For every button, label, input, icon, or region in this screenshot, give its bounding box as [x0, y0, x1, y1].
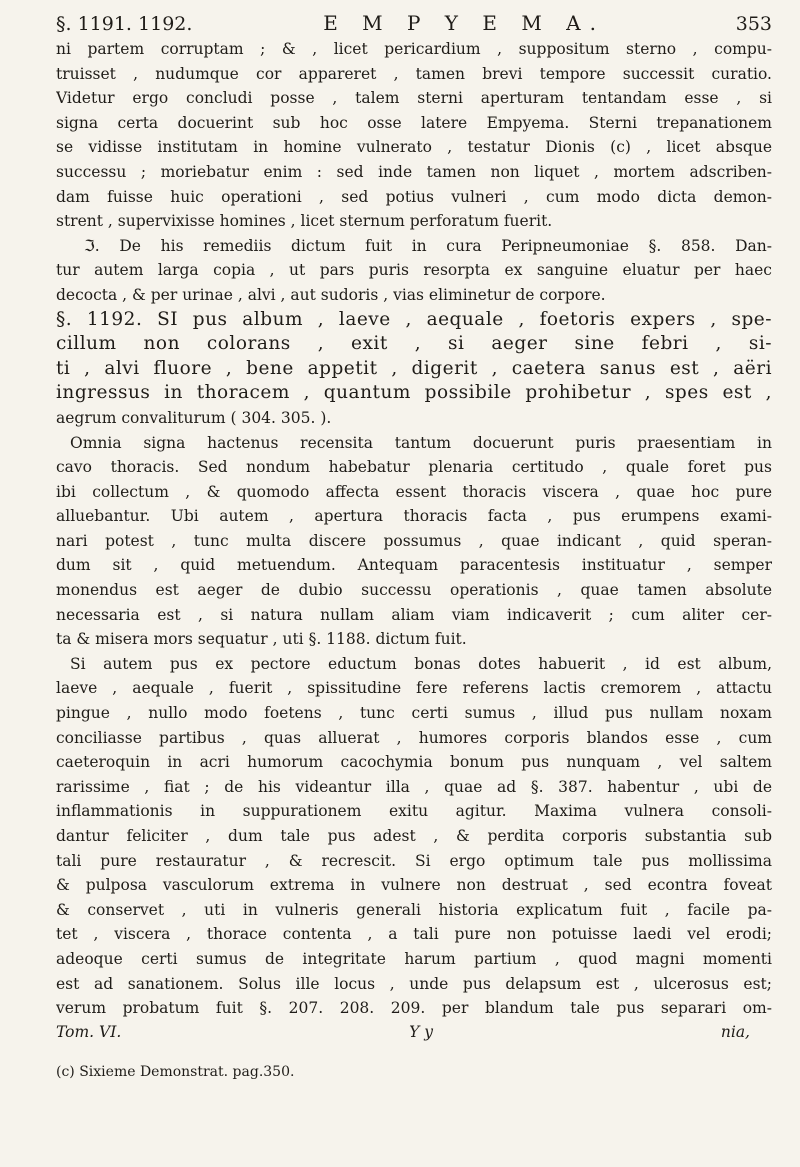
text-line: ℑ. De his remediis dictum fuit in cura Peripneumoniae §. 858. Dan-	[84, 236, 772, 255]
text-line: aegrum convaliturum ( 304. 305. ).	[56, 408, 332, 427]
text-line: dam fuisse huic operationi , sed potius vulneri , cum modo dicta demon-	[56, 187, 772, 206]
text-line: strent , supervixisse homines , licet sternum perforatum fuerit.	[56, 212, 553, 231]
page-number: 353	[735, 13, 772, 35]
text-line: adeoque certi sumus de integritate harum partium , quod magni momenti	[56, 949, 772, 968]
text-line: ta & misera mors sequatur , uti §. 1188. dictum fuit.	[56, 630, 467, 649]
header-section-ref: §. 1191. 1192.	[56, 13, 193, 35]
text-line: inflammationis in suppurationem exitu agitur. Maxima vulnera consoli-	[56, 802, 772, 821]
text-line: rarissime , fiat ; de his videantur illa , quae ad §. 387. habentur , ubi de	[56, 777, 772, 796]
text-line: caeteroquin in acri humorum cacochymia bonum pus nunquam , vel saltem	[56, 753, 772, 772]
text-line: cavo thoracis. Sed nondum habebatur plenaria certitudo , quale foret pus	[56, 458, 772, 477]
text-line: Si autem pus ex pectore eductum bonas dotes habuerit , id est album,	[70, 654, 772, 673]
text-line: & conservet , uti in vulneris generali historia explicatum fuit , facile pa-	[56, 900, 772, 919]
text-line: §. 1192. SI pus album , laeve , aequale , foetoris expers , spe-	[56, 308, 772, 330]
text-line: cillum non colorans , exit , si aeger sine febri , si-	[56, 333, 772, 355]
text-line: est ad sanationem. Solus ille locus , unde pus delapsum est , ulcerosus est;	[56, 974, 772, 993]
text-line: dum sit , quid metuendum. Antequam paracentesis instituatur , semper	[56, 556, 772, 575]
catchword: nia,	[720, 1022, 750, 1041]
signature-line	[56, 1021, 772, 1043]
text-line: Videtur ergo concludi posse , talem sterni aperturam tentandam esse , si	[56, 89, 772, 108]
text-line: ingressus in thoracem , quantum possibile prohibetur , spes est ,	[56, 382, 772, 404]
footnote: (c) Sixieme Demonstrat. pag.350.	[56, 1063, 295, 1080]
text-line: truisset , nudumque cor appareret , tamen brevi tempore successit curatio.	[56, 64, 772, 83]
text-line: laeve , aequale , fuerit , spissitudine fere referens lactis cremorem , attactu	[56, 679, 772, 698]
text-line: ti , alvi fluore , bene appetit , digerit , caetera sanus est , aëri	[56, 357, 772, 379]
text-line: ibi collectum , & quomodo affecta essent thoracis viscera , quae hoc pure	[56, 482, 772, 501]
body-text	[56, 37, 772, 1021]
text-line: Omnia signa hactenus recensita tantum docuerunt puris praesentiam in	[70, 433, 772, 452]
text-line: monendus est aeger de dubio successu operationis , quae tamen absolute	[56, 581, 772, 600]
text-line: tet , viscera , thorace contenta , a tali pure non potuisse laedi vel erodi;	[56, 925, 772, 944]
signature-mark: Y y	[409, 1022, 434, 1041]
text-line: ni partem corruptam ; & , licet pericardium , suppositum sterno , compu-	[56, 40, 772, 58]
text-line: signa certa docuerint sub hoc osse latere Empyema. Sterni trepanationem	[56, 113, 772, 132]
header-title: E M P Y E M A.	[323, 11, 605, 35]
text-line: successu ; moriebatur enim : sed inde tamen non liquet , mortem adscriben-	[56, 162, 772, 181]
text-line: tur autem larga copia , ut pars puris resorpta ex sanguine eluatur per haec	[56, 261, 772, 280]
text-line: tali pure restauratur , & recrescit. Si ergo optimum tale pus mollissima	[56, 851, 772, 870]
text-line: necessaria est , si natura nullam aliam viam indicaverit ; cum aliter cer-	[56, 605, 772, 624]
text-line: conciliasse partibus , quas alluerat , humores corporis blandos esse , cum	[56, 728, 772, 747]
text-line: alluebantur. Ubi autem , apertura thoracis facta , pus erumpens exami-	[56, 507, 772, 526]
text-line: verum probatum fuit §. 207. 208. 209. per blandum tale pus separari om-	[56, 999, 772, 1018]
text-line: nari potest , tunc multa discere possumus , quae indicant , quid speran-	[56, 531, 772, 550]
text-line: decocta , & per urinae , alvi , aut sudoris , vias eliminetur de corpore.	[56, 285, 606, 304]
text-line: pingue , nullo modo foetens , tunc certi sumus , illud pus nullam noxam	[56, 704, 772, 723]
text-line: & pulposa vasculorum extrema in vulnere non destruat , sed econtra foveat	[56, 876, 772, 895]
running-header	[56, 12, 772, 35]
text-line: dantur feliciter , dum tale pus adest , & perdita corporis substantia sub	[56, 827, 772, 845]
text-line: se vidisse institutam in homine vulnerato , testatur Dionis (c) , licet absque	[56, 138, 772, 157]
volume-mark: Tom. VI.	[56, 1022, 122, 1041]
